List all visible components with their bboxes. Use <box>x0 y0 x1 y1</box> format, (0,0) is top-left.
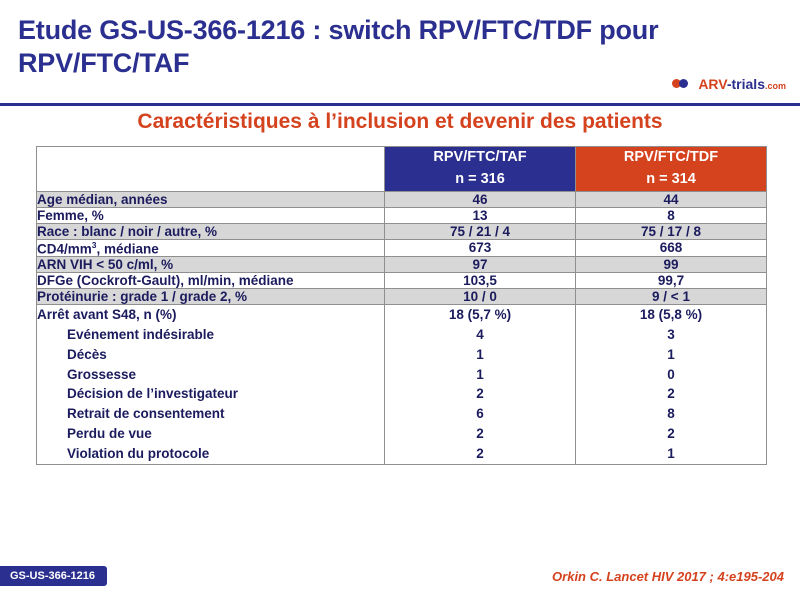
discontinuation-item-tdf: 2 <box>667 386 675 402</box>
discontinuation-item-tdf: 1 <box>667 346 675 362</box>
logo-dots-icon <box>672 76 694 92</box>
discontinuation-labels <box>37 305 385 465</box>
row-label <box>37 239 385 257</box>
row-value-tdf: 75 / 17 / 8 <box>576 223 767 239</box>
table-row <box>37 257 767 273</box>
row-value-taf: 103,5 <box>385 273 576 289</box>
characteristics-table <box>36 146 767 465</box>
row-value-tdf: 8 <box>576 207 767 223</box>
table-row <box>37 289 767 305</box>
logo-text-main: ARV <box>698 76 727 92</box>
footer-study-tag: GS-US-366-1216 <box>0 566 107 586</box>
discontinuation-item-label: Retrait de consentement <box>67 406 225 422</box>
logo-text <box>698 76 786 92</box>
discontinuation-item-label: Grossesse <box>67 366 137 382</box>
discontinuation-item-taf: 2 <box>476 426 484 442</box>
header-cell-taf <box>385 147 576 192</box>
header-tdf-n: n = 314 <box>646 170 696 187</box>
row-value-tdf: 9 / < 1 <box>576 289 767 305</box>
arv-trials-logo <box>672 70 786 98</box>
logo-text-sub: -trials <box>726 76 765 92</box>
header-cell-tdf <box>576 147 767 192</box>
page-title: Etude GS-US-366-1216 : switch RPV/FTC/TDF pour RPV/FTC/TAF <box>18 15 659 78</box>
row-value-tdf: 99,7 <box>576 273 767 289</box>
header-cell-blank <box>37 147 385 192</box>
discontinuation-item-tdf: 1 <box>667 445 675 461</box>
section-subtitle: Caractéristiques à l’inclusion et devenir des patients <box>137 110 663 133</box>
row-value-tdf: 99 <box>576 257 767 273</box>
discontinuation-item-taf: 1 <box>476 366 484 382</box>
table-row <box>37 273 767 289</box>
row-label: Femme, % <box>37 207 385 223</box>
discontinuation-item-taf: 1 <box>476 346 484 362</box>
row-value-tdf: 668 <box>576 239 767 257</box>
table-row <box>37 239 767 257</box>
logo-text-tld: .com <box>764 81 786 91</box>
discontinuation-item-tdf: 0 <box>667 366 675 382</box>
table-row <box>37 191 767 207</box>
discontinuation-item-taf: 2 <box>476 445 484 461</box>
row-value-taf: 46 <box>385 191 576 207</box>
header-taf-n: n = 316 <box>455 170 505 187</box>
discontinuation-item-label: Violation du protocole <box>67 445 210 461</box>
header-taf-label: RPV/FTC/TAF <box>433 149 527 165</box>
discontinuation-heading: Arrêt avant S48, n (%) <box>37 307 177 322</box>
row-value-taf: 10 / 0 <box>385 289 576 305</box>
discontinuation-heading-tdf: 18 (5,8 %) <box>639 307 703 322</box>
discontinuation-heading-taf: 18 (5,7 %) <box>448 307 512 322</box>
row-label-pre: CD4/mm <box>37 241 92 256</box>
table-header-row <box>37 147 767 192</box>
row-label: Race : blanc / noir / autre, % <box>37 223 385 239</box>
discontinuation-item-label: Décision de l’investigateur <box>67 386 239 402</box>
discontinuation-item-label: Perdu de vue <box>67 426 152 442</box>
discontinuation-values-tdf <box>576 305 767 465</box>
row-value-taf: 673 <box>385 239 576 257</box>
row-value-taf: 75 / 21 / 4 <box>385 223 576 239</box>
row-label: Age médian, années <box>37 191 385 207</box>
row-value-taf: 13 <box>385 207 576 223</box>
table-row-discontinuations <box>37 305 767 465</box>
discontinuation-item-label: Evénement indésirable <box>67 326 215 342</box>
row-label: Protéinurie : grade 1 / grade 2, % <box>37 289 385 305</box>
table-row <box>37 207 767 223</box>
discontinuation-item-tdf: 8 <box>667 406 675 422</box>
row-value-taf: 97 <box>385 257 576 273</box>
discontinuation-item-label: Décès <box>67 346 107 362</box>
row-value-tdf: 44 <box>576 191 767 207</box>
header-tdf-label: RPV/FTC/TDF <box>623 149 719 165</box>
row-label-post: , médiane <box>96 241 159 256</box>
row-label: DFGe (Cockroft-Gault), ml/min, médiane <box>37 273 385 289</box>
discontinuation-item-tdf: 3 <box>667 326 675 342</box>
discontinuation-item-taf: 6 <box>476 406 484 422</box>
discontinuation-item-tdf: 2 <box>667 426 675 442</box>
header-divider <box>0 103 800 106</box>
discontinuation-item-taf: 2 <box>476 386 484 402</box>
characteristics-table-wrapper <box>36 146 766 465</box>
footer-reference: Orkin C. Lancet HIV 2017 ; 4:e195-204 <box>552 569 784 584</box>
discontinuation-values-taf <box>385 305 576 465</box>
row-label-sup: 3 <box>91 239 97 250</box>
table-row <box>37 223 767 239</box>
discontinuation-item-taf: 4 <box>476 326 484 342</box>
row-label: ARN VIH < 50 c/ml, % <box>37 257 385 273</box>
